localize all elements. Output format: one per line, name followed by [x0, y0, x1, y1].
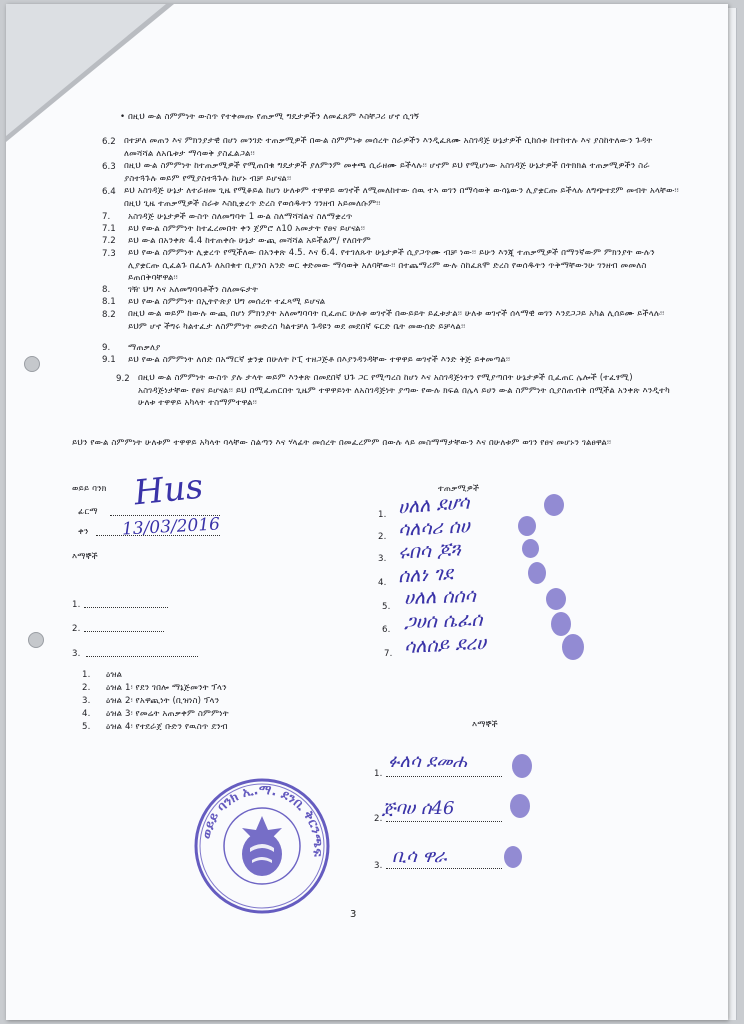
beneficiary-number: 7.	[384, 649, 393, 659]
clause-number: 6.3	[102, 162, 116, 172]
annex-number: 5.	[82, 722, 91, 732]
clause-text: በዚህ ውል ወይም ከውሉ ውጪ በሆነ ምክንያት አለመግባባት ቢፈጠር ሁለቱ ወገኖች በውይይት ይፈቱታል፡፡ ሁለቱ ወገኖች ሰላማዊ ወገን እንደጋጋይ አካል ሊሰይሙ ይችላሉ፡፡ ይህም ሆኖ ችግሩ ካልተፈታ ለስምምነት መድረስ ካልተቻለ ጉዳዩን ወደ መደበኛ ፍርድ ቤት መውሰድ ይቻላል፡፡	[128, 309, 665, 332]
bank-sign-label: ፊርማ	[78, 507, 98, 517]
annex-number: 2.	[82, 683, 91, 693]
agreement-statement: ይህን የውል ስምምነት ሁለቱም ተዋዋይ አካላት ባላቸው ስልጣን እና ሃላፊት መሰረት በመፈረምም በውሉ ላይ መስማማታቸውን እና በሁለቱም ወገን የፀና መሆኑን ገልፀዋል፡፡	[72, 438, 612, 448]
clause-text: ይህ የውል ስምምነት ከተፈረመበት ቀን ጀምሮ ለ10 አመታት የፀና ይሆናል፡፡	[128, 224, 365, 234]
beneficiary-signature: ሰለነ ገደ	[397, 562, 454, 588]
beneficiary-signature: ሀለለ ሰሰሳ	[403, 584, 477, 610]
document-page	[6, 4, 728, 1020]
beneficiary-number: 6.	[382, 625, 391, 635]
thumbprint	[528, 562, 546, 584]
clause-number: 9.2	[116, 374, 130, 384]
witness-signature: ፉለሳ ደመሐ	[388, 751, 467, 772]
clause-text: በዚህ ውል ስምምነት ውስጥ ያሉ ታላት ወይም እንቀጽ በመደበኛ ህጉ ጋር የሚጣረስ ከሆነ እና አስገዳጅነትን የሚያጣበት ሁኔታዎች ቢፈጠር ሌሎች (ተፈፃሚ) አስገዳጅነታቸው የፀና ይሆናል፡፡ ይህ በሚፈጠርበት ጊዜም ተዋዋይነት ለአስገዳጅነት ያጣው የውሉ ክፍል በሌላ ይሀን ውል ስምምነት ሲያስጠብቅ በሚችል አንቀጽ እንዲተካ ሁለቱ ተዋዋይ አካላት ተስማምተዋል፡፡	[138, 373, 670, 408]
witness-number: 3.	[374, 861, 383, 871]
clause-number: 7.2	[102, 236, 116, 246]
beneficiary-signature: ሳለሳሪ ሰሀ	[397, 515, 471, 541]
beneficiary-number: 5.	[382, 602, 391, 612]
thumbprint	[546, 588, 566, 610]
witness-line	[84, 607, 168, 608]
thumbprint	[518, 516, 536, 536]
beneficiary-signature: ሩበሳ ጆጓ	[397, 538, 462, 564]
clause-text: ይህ ውል በአንቀጽ 4.4 ከተጠቀሱ ሁኔታ ውጪ መሻሻል አይችልም/ የለበትም	[128, 236, 371, 246]
clause-number: 7.3	[102, 249, 116, 259]
clause-number: 8.2	[102, 310, 116, 320]
annex-item: ዕዝል 4፡ የተደራጀ ቡድን የዉስጥ ደንብ	[106, 722, 228, 732]
clause-text: ይህ የውል ስምምነት ለሰድ በአማርኛ ቋንቋ በሁለት ኮፒ ተዘጋጅቶ በእያንዳንዳቸው ተዋዋይ ወገኖች እንድ ቅጅ ይቀመጣል፡፡	[128, 355, 511, 365]
clause-text: ይህ የውል ስምምነት ሊቋረጥ የሚችለው በአንቀጽ 4.5. እና 6.4. የተገለጹት ሁኔታዎች ሲያጋጥሙ ብቻ ነው፡፡ ይሁን እንጂ ተጠቃሚዎች በማንኛውም ምክንያት ውሉን ሊያቋርጡ ሲፈልጉ በፈለጉ ለአበቁተ ቢያንስ አንድ ወር ቀድመው ማሳወቅ አለባቸው፡፡ በተጨማሪም ውሉ ስከፈጸሞ ድረስ የወሰዱትን ጥቅማቸውንሁ ገንዘብ መመለስ ይጠበቅባቸዋል፡፡	[128, 248, 655, 283]
clause-heading: ገዥ ህግ እና አለመግባባቶችን ስለመፍታት	[128, 285, 259, 295]
thumbprint	[562, 634, 584, 660]
witness-signature: ጅባሀ ሰ46	[382, 798, 455, 819]
beneficiaries-title: ተጠቃሚዎች	[438, 484, 480, 494]
witness-number: 2.	[374, 814, 383, 824]
clause-number: 6.4	[102, 187, 116, 197]
beneficiary-signature: ሀለለ ደሆሳ	[397, 491, 471, 519]
annex-number: 4.	[82, 709, 91, 719]
witness-line	[86, 656, 198, 657]
witness-number: 1.	[374, 769, 383, 779]
bank-date-label: ቀን	[78, 527, 89, 537]
annex-item: ዕዝል 2፡ የአዋጪነት (ቢዝነስ) ፕላን	[106, 696, 220, 706]
clause-number: 8.	[102, 285, 111, 295]
beneficiary-number: 1.	[378, 510, 387, 520]
bank-signature: Hus	[132, 466, 205, 514]
witness-line	[386, 868, 502, 869]
annex-item: ዕዝል	[106, 670, 123, 680]
witnesses-right-title: እማኞች	[472, 720, 498, 730]
clause-text: በዚህ ውል ስምምነት ከተጠቃሚዎች የሚጠበቁ ግዴታዎች ያለምንም መቀጫ ሲራዘሙ ይችላሉ፡፡ ሆኖም ይህ የሚሆነው አስገዳጅ ሁኔታዎች በትክክል ተጠቃሚዎችን ስራ ያስተጓጉሉ ወይም የሚያስተጓጉሉ ከሆኑ ብቻ ይሆናል፡፡	[124, 161, 650, 184]
clause-text: ይህ የውል ስምምነት በኢትዮጵያ ህግ መሰረት ተፈጻሚ ይሆናል	[128, 297, 326, 307]
thumbprint	[504, 846, 522, 868]
witness-signature: ቢሳ ዋራ	[392, 846, 447, 867]
thumbprint	[522, 539, 539, 558]
annex-item: ዕዝል 3፡ የመሬት አጠቃቀም ስምምነት	[106, 709, 229, 719]
thumbprint	[551, 612, 571, 636]
clause-number: 7.	[102, 212, 111, 222]
punch-hole	[28, 632, 44, 648]
beneficiary-signature: ጋሀሰ ሴፈሰ	[403, 608, 483, 634]
page-number: 3	[350, 909, 357, 920]
annex-item: ዕዝል 1፡ የደን ገበሎ ማኔጅመንት ፕላን	[106, 683, 227, 693]
clause-number: 9.	[102, 343, 111, 353]
thumbprint	[510, 794, 530, 818]
beneficiary-number: 3.	[378, 554, 387, 564]
thumbprint	[544, 494, 564, 516]
stamp-seal-icon	[192, 776, 332, 916]
beneficiary-number: 4.	[378, 578, 387, 588]
clause-number: 6.2	[102, 137, 116, 147]
stamp-text: ወይይ ባንክ ኢ.ማ. ደንቢ ቅርንጫፍ	[199, 782, 326, 858]
bank-date-handwritten: 13/03/2016	[121, 514, 221, 540]
beneficiary-number: 2.	[378, 532, 387, 542]
clause-number: 9.1	[102, 355, 116, 365]
witness-line-number: 3.	[72, 649, 81, 659]
clause-heading: አስገዳጅ ሁኔታዎች ውስጥ ስለመግባት 1 ውል ስለማሻሻልና ስለማቋረጥ	[128, 212, 353, 222]
bank-stamp	[192, 776, 332, 916]
clause-text: በተቻለ መጠን እና ምክንያታዊ በሆነ መንገድ ተጠቃሚዎች በውል ስምምነቱ መሰረት ስራዎችን እንዲፈጸሙ አስገዳጅ ሁኔታዎች ሲከሰቱ ከተከተሉ እና ያስከትለውን ጉዳት ለመሻሻል ለአቤቱታ ማሳወቅ ያስፈልጋል፡፡	[124, 136, 653, 159]
clause-heading: ማጠቃለያ	[128, 343, 161, 353]
beneficiary-signature: ሳለሰይ ደረሀ	[403, 631, 487, 659]
witness-line	[84, 631, 164, 632]
annex-number: 1.	[82, 670, 91, 680]
punch-hole	[24, 356, 40, 372]
clause-text: ይህ አስገዳጅ ሁኔታ ለተራዘመ ጊዜ የሚቆይል ከሆነ ሁለቱም ተዋዋይ ወገኖች ለሚመለከተው ሰዉ ተኣ ወገን በማሳወቅ ውሳኔውን ሊያቋርጡ ይችላሉ ለግጭተደም መብት አላቸው፡፡ በዚህ ጊዜ ተጠቃሚዎች ስራቱ እስኪቋረጥ ድረስ የወሰዱትን ገንዘብ አይመለሱም፡፡	[124, 186, 679, 209]
witnesses-left-title: እማኞች	[72, 552, 98, 562]
witness-line	[386, 776, 502, 777]
intro-bullet: • በዚህ ውል ስምምነት ውስጥ የተቀመጡ የጠቃሚ ግዴታዎችን ለመፈጸም እስቸጋሪ ሆኖ ሲገኝ	[120, 112, 420, 122]
witness-line-number: 1.	[72, 600, 81, 610]
annex-number: 3.	[82, 696, 91, 706]
thumbprint	[512, 754, 532, 778]
bank-name: ወይይ ባንክ	[72, 484, 107, 494]
witness-line-number: 2.	[72, 624, 81, 634]
clause-number: 8.1	[102, 297, 116, 307]
clause-number: 7.1	[102, 224, 116, 234]
witness-line	[386, 821, 502, 822]
